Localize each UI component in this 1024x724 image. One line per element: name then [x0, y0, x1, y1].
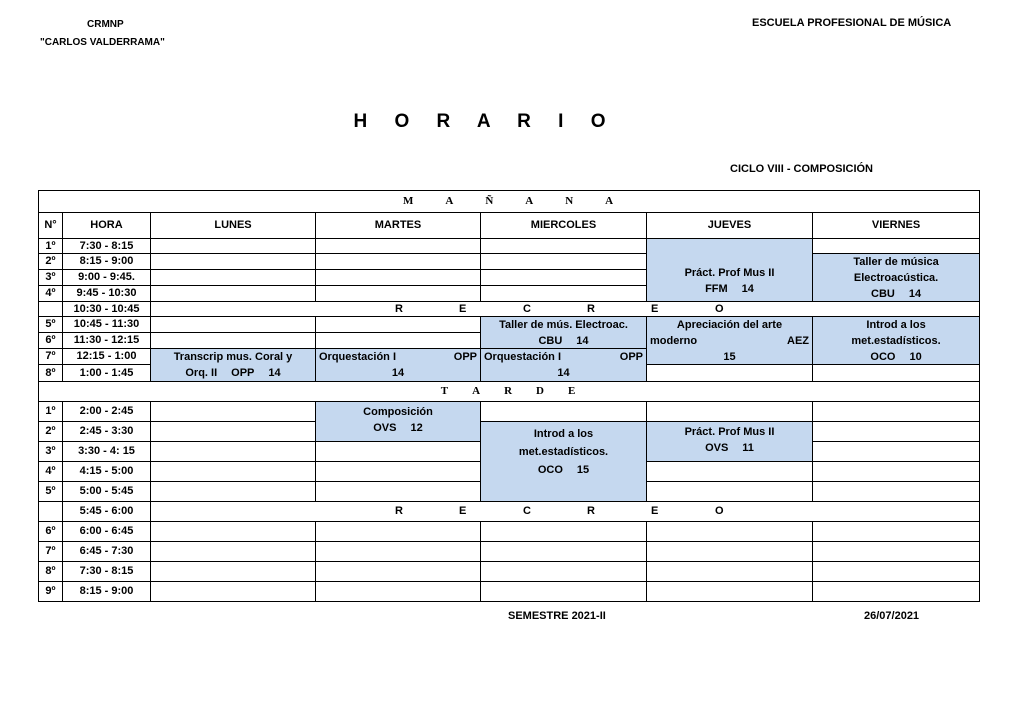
course-room: 15 [723, 351, 736, 363]
recreo-tarde [151, 502, 980, 522]
slot-cell [647, 402, 813, 422]
course-title: Transcrip mus. Coral y [173, 351, 293, 363]
row-time: 8:15 - 9:00 [63, 582, 151, 602]
slot-cell [647, 482, 813, 502]
row-number: 8º [39, 365, 63, 382]
course-room: 14 [557, 367, 570, 379]
slot-cell [316, 542, 481, 562]
row-time: 10:30 - 10:45 [63, 302, 151, 317]
tarde-letter: D [536, 385, 546, 397]
course-teacher: CBU [538, 335, 563, 347]
schedule-table [38, 190, 980, 602]
row-time: 6:00 - 6:45 [63, 522, 151, 542]
course-teacher: OPP [231, 367, 255, 379]
tarde-letter: E [567, 385, 578, 397]
row-time: 5:45 - 6:00 [63, 502, 151, 522]
course-room: 14 [908, 288, 922, 300]
row-number: 7º [39, 349, 63, 365]
institution-code: CRMNP [87, 19, 124, 30]
slot-cell [647, 582, 813, 602]
slot-cell [647, 365, 813, 382]
slot-cell [481, 582, 647, 602]
course-title: Apreciación del arte [676, 319, 783, 331]
row-number: 7º [39, 542, 63, 562]
tarde-letter: T [440, 385, 451, 397]
recreo-letter: E [651, 505, 659, 517]
semester-label: SEMESTRE 2021-II [508, 610, 606, 622]
slot-cell [151, 254, 316, 270]
slot-cell [481, 286, 647, 302]
slot-cell [151, 286, 316, 302]
course-room: 10 [909, 351, 922, 363]
course-room: 14 [741, 283, 754, 295]
row-number: 8º [39, 562, 63, 582]
row-number: 4º [39, 462, 63, 482]
course-room: 11 [742, 442, 754, 454]
slot-cell [151, 270, 316, 286]
course-miercoles-introd [481, 422, 647, 502]
slot-cell [316, 562, 481, 582]
course-room: 14 [576, 335, 589, 347]
course-teacher: OVS [373, 422, 397, 434]
row-number: 2º [39, 254, 63, 270]
slot-cell [813, 562, 980, 582]
slot-cell [813, 239, 980, 254]
course-teacher: OCO [537, 464, 563, 476]
slot-cell [316, 317, 481, 333]
row-number: 6º [39, 333, 63, 349]
slot-cell [151, 442, 316, 462]
course-title-cont: moderno [650, 335, 698, 347]
date-label: 26/07/2021 [864, 610, 920, 622]
row-time: 5:00 - 5:45 [63, 482, 151, 502]
slot-cell [647, 522, 813, 542]
recreo-letter: C [523, 505, 531, 517]
course-teacher: CBU [871, 288, 895, 300]
slot-cell [316, 522, 481, 542]
slot-cell [151, 333, 316, 349]
course-room: 12 [410, 422, 423, 434]
manana-letter: N [565, 195, 576, 207]
course-jueves-apreciacion [647, 317, 813, 365]
course-viernes-taller [813, 254, 980, 302]
recreo-letter: R [395, 505, 403, 517]
slot-cell [316, 254, 481, 270]
course-title: Práct. Prof Mus II [684, 426, 775, 438]
tarde-band [39, 382, 980, 402]
course-miercoles-orquestacion [481, 349, 647, 382]
row-time: 8:15 - 9:00 [63, 254, 151, 270]
tarde-letter: R [504, 385, 515, 397]
slot-cell [481, 270, 647, 286]
row-time: 1:00 - 1:45 [63, 365, 151, 382]
course-room: 14 [268, 367, 281, 379]
slot-cell [813, 402, 980, 422]
course-lunes-transcrip [151, 349, 316, 382]
col-header-lunes: LUNES [151, 213, 316, 239]
slot-cell [647, 542, 813, 562]
col-header-viernes: VIERNES [813, 213, 980, 239]
slot-cell [813, 482, 980, 502]
row-number [39, 302, 63, 317]
recreo-letter: C [523, 302, 531, 315]
course-miercoles-taller [481, 317, 647, 349]
slot-cell [151, 317, 316, 333]
slot-cell [813, 462, 980, 482]
slot-cell [316, 333, 481, 349]
manana-letter: Ñ [485, 195, 496, 207]
col-header-martes: MARTES [316, 213, 481, 239]
col-header-jueves: JUEVES [647, 213, 813, 239]
recreo-letter: O [715, 302, 724, 315]
row-time: 10:45 - 11:30 [63, 317, 151, 333]
slot-cell [151, 522, 316, 542]
slot-cell [813, 442, 980, 462]
slot-cell [151, 462, 316, 482]
slot-cell [151, 402, 316, 422]
course-jueves-practica [647, 239, 813, 302]
row-number [39, 502, 63, 522]
row-number: 5º [39, 482, 63, 502]
row-number: 5º [39, 317, 63, 333]
course-title-cont: Orq. II [185, 367, 218, 379]
course-title-cont: Electroacústica. [853, 272, 939, 284]
recreo-letter: E [651, 302, 659, 315]
slot-cell [813, 582, 980, 602]
course-title: Introd a los [866, 319, 926, 331]
manana-letter: A [445, 195, 456, 207]
course-teacher: OVS [705, 442, 729, 454]
course-room: 14 [391, 367, 405, 379]
slot-cell [813, 542, 980, 562]
course-title: Introd a los [533, 428, 594, 440]
tarde-letter: A [472, 385, 483, 397]
course-teacher: OCO [870, 351, 896, 363]
row-number: 3º [39, 270, 63, 286]
slot-cell [151, 482, 316, 502]
row-time: 7:30 - 8:15 [63, 562, 151, 582]
course-room: 15 [576, 464, 590, 476]
row-time: 4:15 - 5:00 [63, 462, 151, 482]
institution-name: "CARLOS VALDERRAMA" [40, 37, 165, 48]
recreo-letter: R [587, 302, 595, 315]
course-martes-orquestacion [316, 349, 481, 382]
manana-letter: A [605, 195, 616, 207]
recreo-letter: O [715, 505, 724, 517]
slot-cell [316, 482, 481, 502]
slot-cell [151, 562, 316, 582]
row-time: 9:00 - 9:45. [63, 270, 151, 286]
row-time: 7:30 - 8:15 [63, 239, 151, 254]
slot-cell [151, 422, 316, 442]
manana-band [39, 191, 980, 213]
row-number: 9º [39, 582, 63, 602]
course-title: Taller de mús. Electroac. [499, 319, 628, 331]
row-time: 3:30 - 4: 15 [63, 442, 151, 462]
slot-cell [481, 402, 647, 422]
course-title: Orquestación I [484, 351, 562, 363]
recreo-letter: R [587, 505, 595, 517]
slot-cell [316, 270, 481, 286]
slot-cell [316, 582, 481, 602]
slot-cell [316, 442, 481, 462]
col-header-miercoles: MIERCOLES [481, 213, 647, 239]
slot-cell [647, 562, 813, 582]
row-time: 2:00 - 2:45 [63, 402, 151, 422]
slot-cell [151, 582, 316, 602]
row-time: 11:30 - 12:15 [63, 333, 151, 349]
slot-cell [813, 522, 980, 542]
course-martes-composicion [316, 402, 481, 442]
col-header-hora: HORA [63, 213, 151, 239]
row-time: 12:15 - 1:00 [63, 349, 151, 365]
course-teacher: AEZ [787, 335, 809, 347]
row-time: 9:45 - 10:30 [63, 286, 151, 302]
row-time: 2:45 - 3:30 [63, 422, 151, 442]
slot-cell [481, 254, 647, 270]
slot-cell [316, 462, 481, 482]
course-jueves-practica-tarde [647, 422, 813, 462]
recreo-manana [151, 302, 980, 317]
recreo-letter: E [459, 302, 467, 315]
recreo-letter: E [459, 505, 467, 517]
course-title: Taller de música [853, 256, 939, 268]
row-number: 3º [39, 442, 63, 462]
slot-cell [481, 239, 647, 254]
course-title: Práct. Prof Mus II [684, 267, 775, 279]
row-time: 6:45 - 7:30 [63, 542, 151, 562]
course-title-cont: met.estadísticos. [518, 446, 609, 458]
row-number: 4º [39, 286, 63, 302]
school-name: ESCUELA PROFESIONAL DE MÚSICA [752, 17, 952, 29]
slot-cell [813, 365, 980, 382]
row-number: 2º [39, 422, 63, 442]
slot-cell [481, 542, 647, 562]
row-number: 6º [39, 522, 63, 542]
cycle-label: CICLO VIII - COMPOSICIÓN [730, 163, 874, 175]
course-teacher: OPP [619, 351, 643, 363]
row-number: 1º [39, 402, 63, 422]
manana-letter: A [525, 195, 536, 207]
slot-cell [316, 239, 481, 254]
course-title: Composición [363, 406, 433, 418]
course-title: Orquestación I [319, 351, 397, 363]
slot-cell [151, 542, 316, 562]
manana-letter: M [402, 195, 416, 207]
row-number: 1º [39, 239, 63, 254]
slot-cell [813, 422, 980, 442]
course-teacher: FFM [705, 283, 728, 295]
slot-cell [647, 462, 813, 482]
slot-cell [481, 562, 647, 582]
slot-cell [481, 522, 647, 542]
col-header-n: N° [39, 213, 63, 239]
slot-cell [151, 239, 316, 254]
course-teacher: OPP [453, 351, 477, 363]
recreo-letter: R [395, 302, 403, 315]
course-title-cont: met.estadísticos. [851, 335, 941, 347]
page-title: H O R A R I O [353, 111, 617, 132]
course-viernes-introd [813, 317, 980, 365]
slot-cell [316, 286, 481, 302]
